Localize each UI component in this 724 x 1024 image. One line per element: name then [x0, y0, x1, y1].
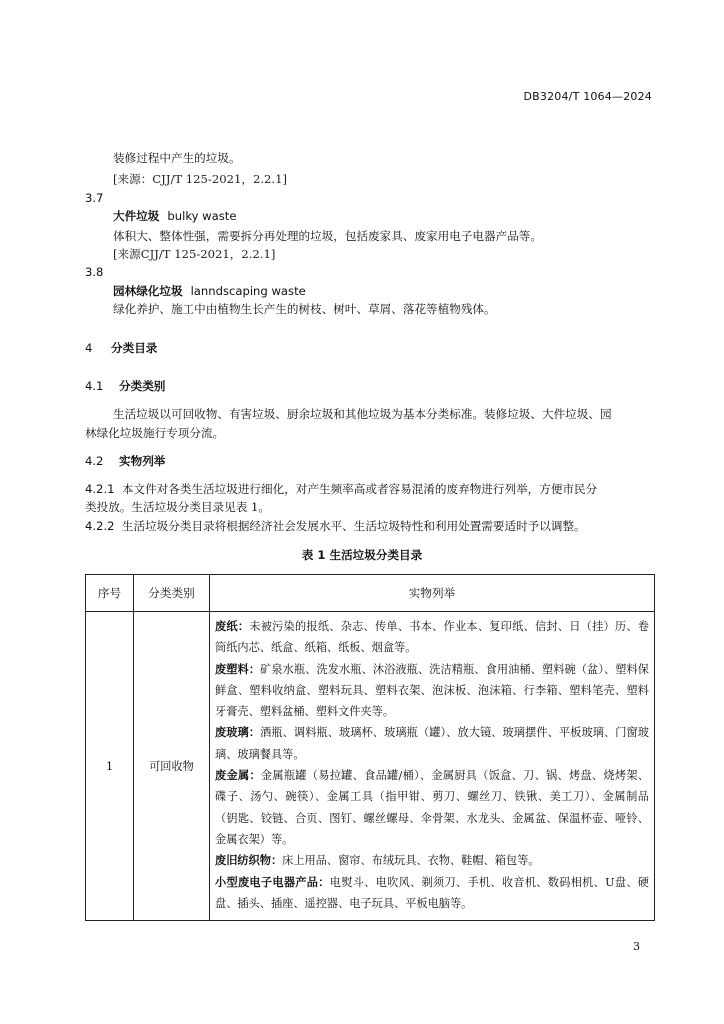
item-group-name: 废纸： [215, 620, 250, 633]
item-group-text: 床上用品、窗帘、布绒玩具、衣物、鞋帽、箱包等。 [282, 854, 540, 868]
document-code: DB3204/T 1064—2024 [523, 90, 652, 103]
item-group [215, 850, 649, 871]
paragraph-line: 林绿化垃圾施行专项分流。 [85, 426, 225, 440]
term-zh: 园林绿化垃圾 [113, 284, 183, 298]
term-en: lanndscaping waste [190, 284, 306, 298]
term-number: 3.8 [85, 265, 104, 279]
table-header-row [86, 575, 655, 612]
paragraph-line: 生活垃圾以可回收物、有害垃圾、厨余垃圾和其他垃圾为基本分类标准。装修垃圾、大件垃圾、园 [113, 407, 612, 421]
subsection-number: 4.1 [85, 379, 104, 393]
item-group [215, 722, 649, 765]
item-group-name: 废玻璃： [215, 726, 261, 740]
table-caption: 表 1 生活垃圾分类目录 [301, 548, 423, 562]
item-group-text: 未被污染的报纸、杂志、传单、书本、作业本、复印纸、信封、日（挂）历、卷筒纸内芯、纸盒、纸箱、纸板、烟盒等。 [215, 620, 649, 655]
paragraph-number: 4.2.2 [85, 519, 115, 533]
item-group-name: 废旧纺织物： [215, 854, 283, 868]
subsection-title: 分类类别 [119, 379, 166, 393]
header-category: 分类类别 [134, 575, 210, 612]
item-group-name: 废金属： [215, 769, 261, 783]
subsection-heading [85, 378, 165, 394]
paragraph-number: 4.2.1 [85, 482, 115, 496]
item-group-name: 小型废电子电器产品： [215, 875, 330, 889]
category-table [85, 574, 655, 921]
header-number: 序号 [86, 575, 134, 612]
item-group-text: 酒瓶、调料瓶、玻璃杯、玻璃瓶（罐）、放大镜、玻璃摆件、平板玻璃、门窗玻璃、玻璃餐具等。 [215, 726, 649, 761]
section-heading [85, 340, 157, 356]
term-definition: 体积大、整体性强，需要拆分再处理的垃圾，包括废家具、废家用电子电器产品等。 [113, 229, 542, 243]
item-group [215, 616, 649, 659]
term-heading [113, 208, 236, 224]
term-en: bulky waste [167, 209, 237, 223]
term-heading [113, 283, 306, 299]
subsection-number: 4.2 [85, 454, 104, 468]
paragraph-line: 类投放。生活垃圾分类目录见表 1。 [85, 500, 270, 514]
row-category: 可回收物 [134, 612, 210, 921]
paragraph-text: 生活垃圾分类目录将根据经济社会发展水平、生活垃圾特性和利用处置需要适时予以调整。 [121, 519, 586, 533]
row-number: 1 [86, 612, 134, 921]
item-group [215, 765, 649, 850]
item-group-name: 废塑料： [215, 662, 261, 676]
row-items [210, 612, 655, 921]
term-number: 3.7 [85, 191, 104, 205]
item-group-text: 电熨斗、电吹风、剃须刀、手机、收音机、数码相机、U盘、硬盘、插头、插座、遥控器、电子玩具、平板电脑等。 [215, 875, 649, 910]
page-number: 3 [633, 940, 640, 953]
term-zh: 大件垃圾 [113, 209, 160, 223]
section-number: 4 [85, 341, 93, 355]
paragraph-line [85, 481, 597, 497]
header-items: 实物列举 [210, 575, 655, 612]
subsection-title: 实物列举 [119, 454, 166, 468]
item-group-text: 金属瓶罐（易拉罐、食品罐/桶）、金属厨具（饭盒、刀、锅、烤盘、烧烤架、碟子、汤勺、碗筷）、金属工具（指甲钳、剪刀、螺丝刀、铁锹、美工刀）、金属制品（钥匙、铰链、合页、图钉、螺丝螺母、伞骨架、水龙头、金属盆、保温杯壶、哑铃、金属衣架）等。 [215, 769, 649, 846]
table-row [86, 612, 655, 921]
intro-line: 装修过程中产生的垃圾。 [113, 151, 241, 165]
intro-source: [来源：CJJ/T 125-2021，2.2.1] [113, 172, 287, 186]
paragraph-text: 本文件对各类生活垃圾进行细化，对产生频率高或者容易混淆的废弃物进行列举，方便市民分 [121, 482, 598, 496]
term-source: [来源CJJ/T 125-2021，2.2.1] [113, 247, 276, 261]
item-group [215, 872, 649, 915]
term-definition: 绿化养护、施工中由植物生长产生的树枝、树叶、草屑、落花等植物残体。 [113, 302, 496, 316]
item-group [215, 659, 649, 723]
paragraph-line [85, 518, 586, 534]
subsection-heading [85, 453, 165, 469]
item-group-text: 矿泉水瓶、洗发水瓶、沐浴液瓶、洗洁精瓶、食用油桶、塑料碗（盆）、塑料保鲜盒、塑料收纳盒、塑料玩具、塑料衣架、泡沫板、泡沫箱、行李箱、塑料笔壳、塑料牙膏壳、塑料盆桶、塑料文件夹等。 [215, 662, 649, 719]
section-title: 分类目录 [111, 341, 158, 355]
